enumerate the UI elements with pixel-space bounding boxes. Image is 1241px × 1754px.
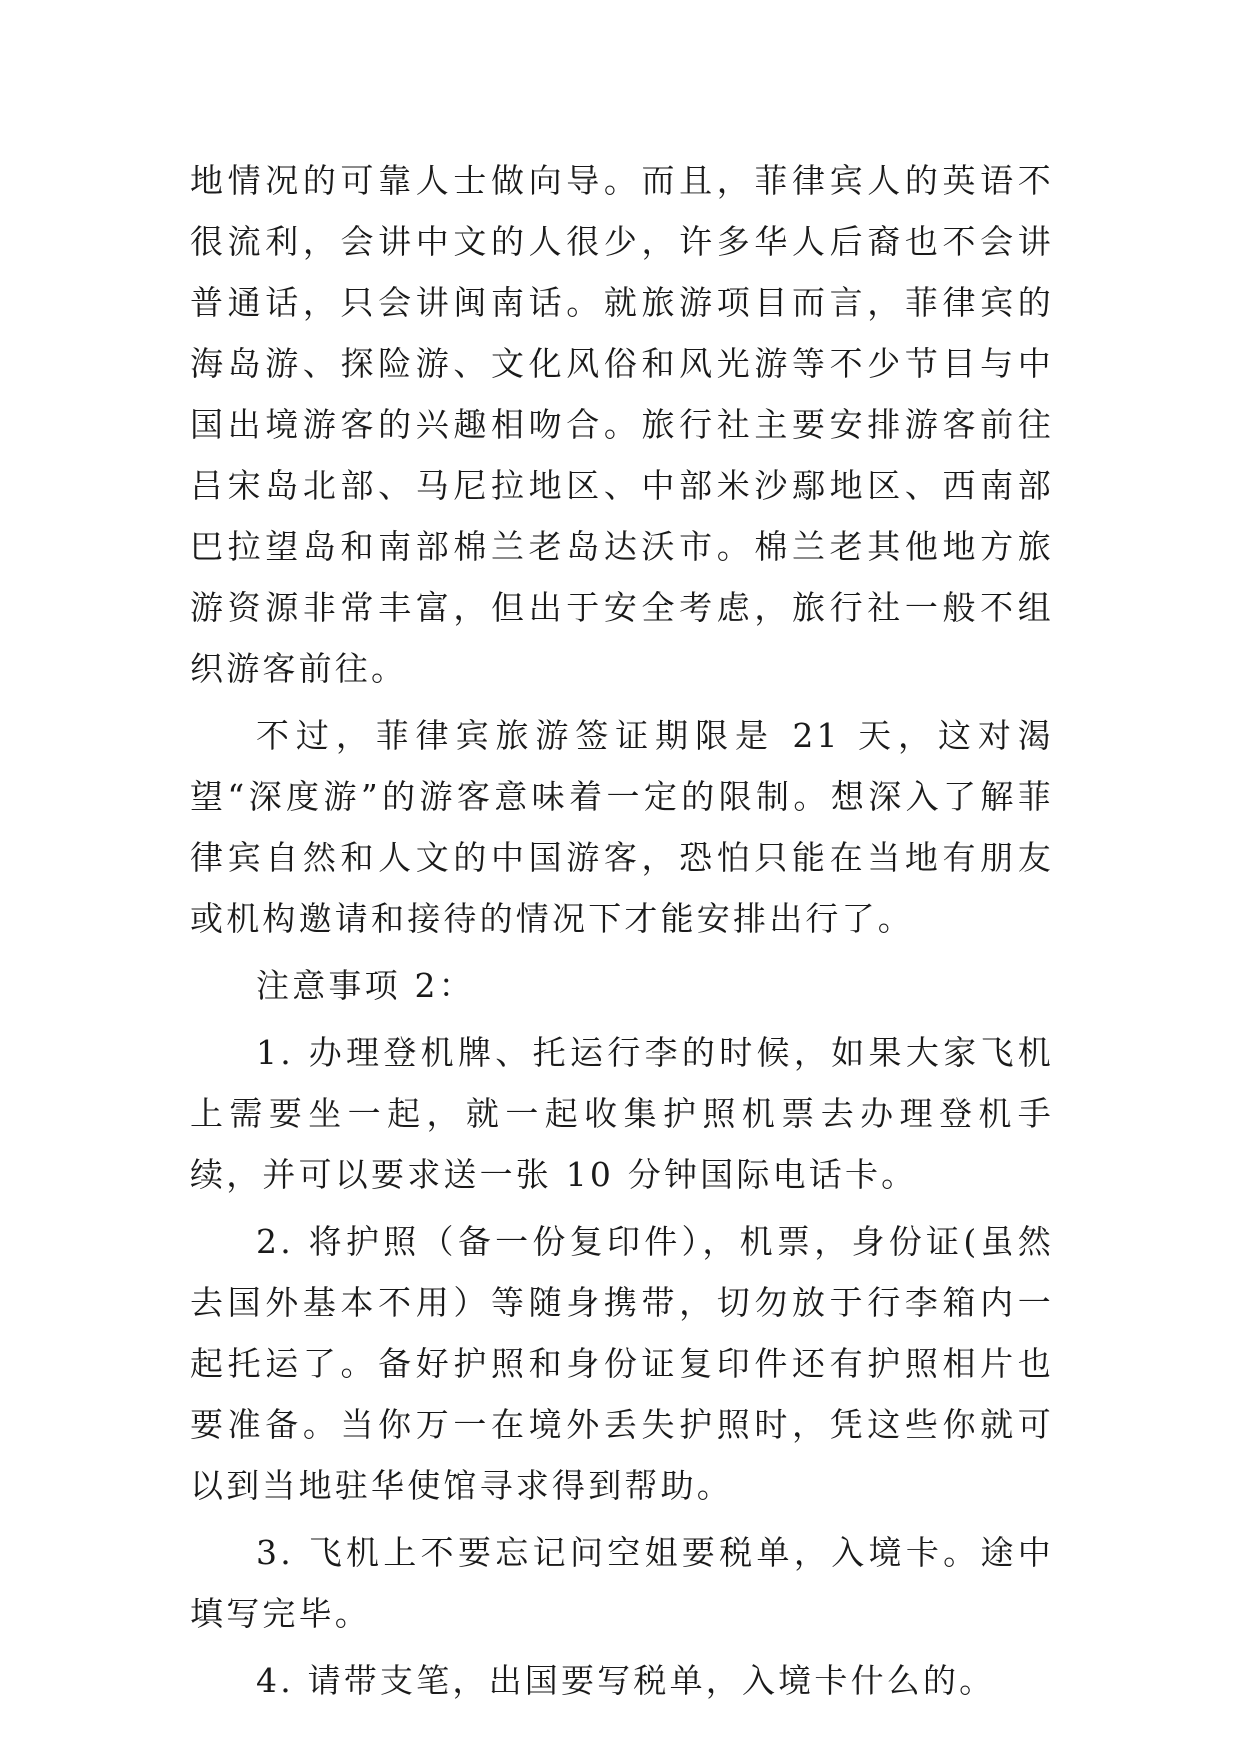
- section-heading: 注意事项 2：: [256, 966, 475, 1005]
- paragraph-1: 地情况的可靠人士做向导。而且，菲律宾人的英语不很流利，会讲中文的人很少，许多华人后裔也不会讲普通话，只会讲闽南话。就旅游项目而言，菲律宾的海岛游、探险游、文化风俗和风光游等不少节目与中国出境游客的兴趣相吻合。旅行社主要安排游客前往吕宋岛北部、马尼拉地区、中部米沙鄢地区、西南部巴拉望岛和南部棉兰老岛达沃市。棉兰老其他地方旅游资源非常丰富，但出于安全考虑，旅行社一般不组织游客前往。: [190, 161, 1054, 688]
- list-item-2: 2. 将护照（备一份复印件），机票，身份证(虽然去国外基本不用）等随身携带，切勿放于行李箱内一起托运了。备好护照和身份证复印件还有护照相片也要准备。当你万一在境外丢失护照时，凭这些你就可以到当地驻华使馆寻求得到帮助。: [190, 1222, 1054, 1505]
- list-item-3: 3. 飞机上不要忘记问空姐要税单，入境卡。途中填写完毕。: [190, 1533, 1054, 1633]
- paragraph-2: 不过，菲律宾旅游签证期限是 21 天，这对渴望“深度游”的游客意味着一定的限制。想深入了解菲律宾自然和人文的中国游客，恐怕只能在当地有朋友或机构邀请和接待的情况下才能安排出行了。: [190, 716, 1054, 938]
- list-item-1: 1. 办理登机牌、托运行李的时候，如果大家飞机上需要坐一起，就一起收集护照机票去办理登机手续，并可以要求送一张 10 分钟国际电话卡。: [190, 1033, 1054, 1194]
- document-body: [190, 150, 1054, 1717]
- list-item-4: 4. 请带支笔，出国要写税单，入境卡什么的。: [256, 1661, 996, 1700]
